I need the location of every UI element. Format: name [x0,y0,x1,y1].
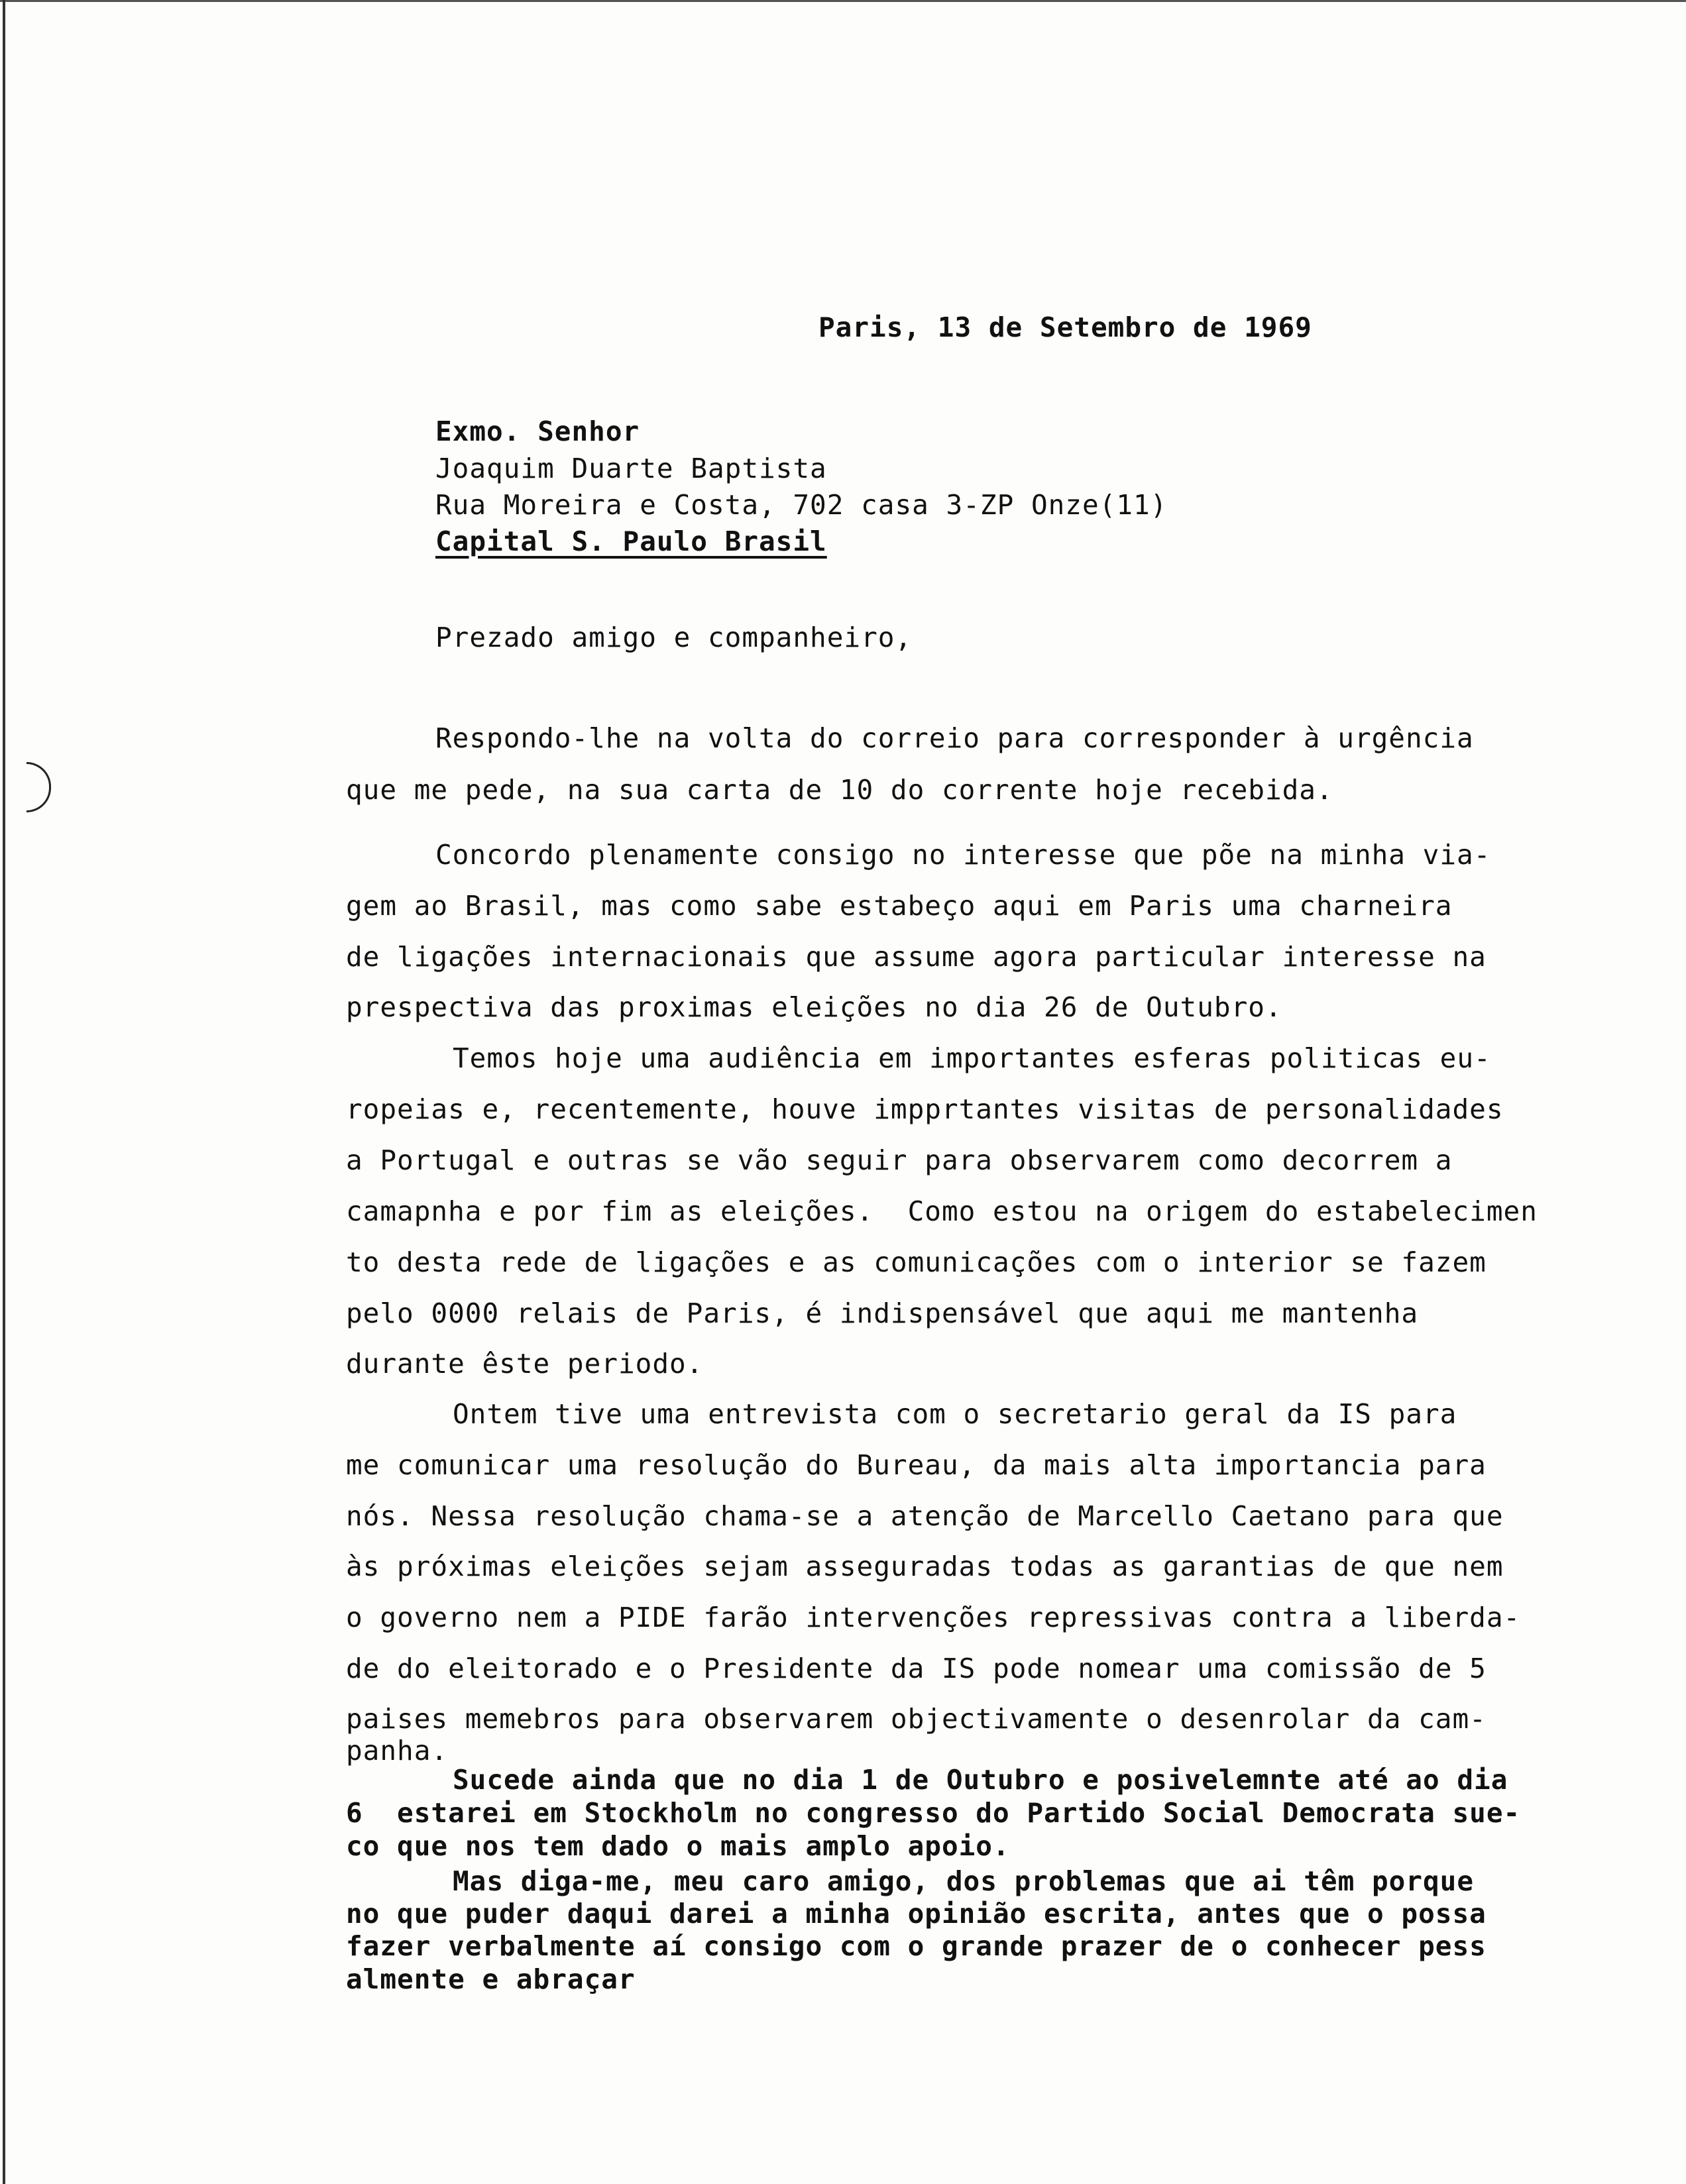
body-line: que me pede, na sua carta de 10 do corrente hoje recebida. [346,774,1333,806]
salutation: Prezado amigo e companheiro, [435,622,913,653]
address-line-3: Rua Moreira e Costa, 702 casa 3-ZP Onze(11) [435,489,1168,521]
body-line: nós. Nessa resolução chama-se a atenção de Marcello Caetano para que [346,1500,1504,1532]
body-line: panha. [346,1735,449,1767]
body-line: camapnha e por fim as eleições. Como estou na origem do estabelecimen [346,1195,1538,1227]
body-line: prespectiva das proximas eleições no dia 26 de Outubro. [346,991,1282,1023]
address-line-4: Capital S. Paulo Brasil [435,525,827,557]
body-line: Concordo plenamente consigo no interesse que põe na minha via- [435,839,1491,871]
body-line: durante êste periodo. [346,1348,704,1380]
body-line: o governo nem a PIDE farão intervenções repressivas contra a liberda- [346,1602,1521,1633]
body-line: de do eleitorado e o Presidente da IS pode nomear uma comissão de 5 [346,1653,1487,1684]
body-line: Mas diga-me, meu caro amigo, dos problemas que ai têm porque [453,1865,1475,1897]
body-line: Sucede ainda que no dia 1 de Outubro e posivelemnte até ao dia [453,1764,1508,1796]
address-line-1: Exmo. Senhor [435,415,640,447]
body-line: de ligações internacionais que assume agora particular interesse na [346,941,1487,973]
body-line: pelo 0000 relais de Paris, é indispensável que aqui me mantenha [346,1297,1419,1329]
body-line: me comunicar uma resolução do Bureau, da mais alta importancia para [346,1449,1487,1481]
body-line: gem ao Brasil, mas como sabe estabeço aqui em Paris uma charneira [346,890,1453,922]
body-line: Temos hoje uma audiência em importantes esferas politicas eu- [453,1042,1491,1074]
body-line: Ontem tive uma entrevista com o secretario geral da IS para [453,1398,1457,1430]
address-line-2: Joaquim Duarte Baptista [435,453,827,484]
body-line: às próximas eleições sejam asseguradas todas as garantias de que nem [346,1551,1504,1582]
body-line: ropeias e, recentemente, houve impprtantes visitas de personalidades [346,1093,1504,1125]
page-left-edge [3,0,5,2184]
punch-hole-mark [27,762,51,812]
body-line: co que nos tem dado o mais amplo apoio. [346,1830,1010,1862]
body-line: a Portugal e outras se vão seguir para observarem como decorrem a [346,1144,1453,1176]
body-line: no que puder daqui darei a minha opinião escrita, antes que o possa [346,1898,1487,1930]
body-line: Respondo-lhe na volta do correio para corresponder à urgência [435,722,1474,754]
date-line: Paris, 13 de Setembro de 1969 [818,311,1312,343]
body-line: 6 estarei em Stockholm no congresso do Partido Social Democrata sue- [346,1797,1521,1829]
page-top-edge [0,0,1686,2]
body-line: fazer verbalmente aí consigo com o grande prazer de o conhecer pess [346,1930,1487,1962]
body-line: to desta rede de ligações e as comunicações com o interior se fazem [346,1246,1487,1278]
body-line: almente e abraçar [346,1963,636,1995]
body-line: paises memebros para observarem objectivamente o desenrolar da cam- [346,1703,1487,1735]
